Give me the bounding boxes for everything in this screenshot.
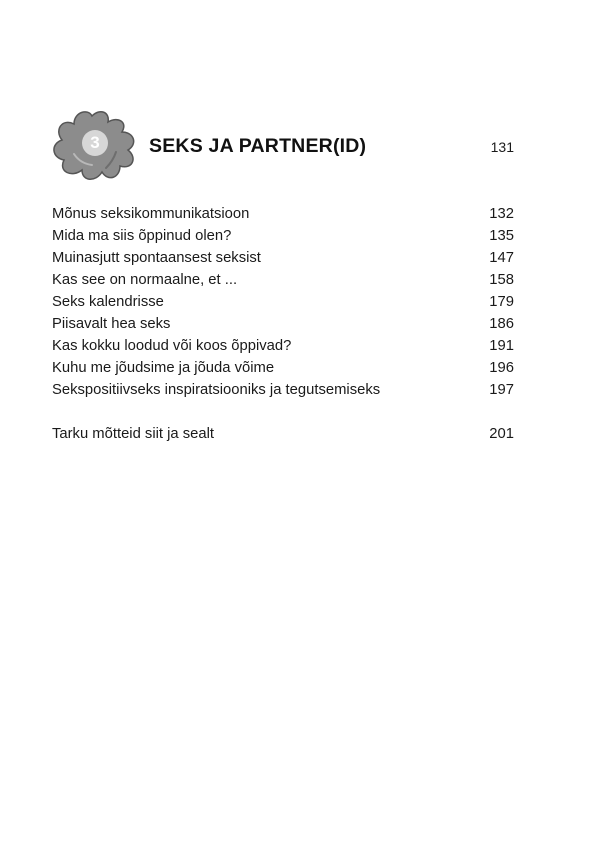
toc-spacer xyxy=(52,401,514,423)
toc-entry[interactable] xyxy=(52,203,514,225)
toc-entry[interactable] xyxy=(52,269,514,291)
toc-entry-title: Mõnus seksikommunikatsioon xyxy=(52,206,250,222)
toc-entry-page: 135 xyxy=(489,228,514,244)
toc-entry-page: 191 xyxy=(489,338,514,354)
toc-entry-title: Seks kalendrisse xyxy=(52,294,164,310)
toc-entry-page: 196 xyxy=(489,360,514,376)
toc-entry[interactable] xyxy=(52,291,514,313)
toc-entry[interactable] xyxy=(52,225,514,247)
toc-entry-page: 132 xyxy=(489,206,514,222)
toc-entry-page: 186 xyxy=(489,316,514,332)
chapter-title: SEKS JA PARTNER(ID) xyxy=(149,135,367,157)
toc-entry-page: 158 xyxy=(489,272,514,288)
toc-entry[interactable] xyxy=(52,379,514,401)
toc-entry-title: Tarku mõtteid siit ja sealt xyxy=(52,426,215,442)
chapter-page-number: 131 xyxy=(490,139,514,155)
toc-entry-page: 147 xyxy=(489,250,514,266)
toc-entry-title: Kas kokku loodud või koos õppivad? xyxy=(52,338,292,354)
toc-entry[interactable] xyxy=(52,357,514,379)
toc-entry-title: Kas see on normaalne, et ... xyxy=(52,272,238,288)
chapter-heading xyxy=(48,108,518,188)
toc-entry-title: Piisavalt hea seks xyxy=(52,316,171,332)
toc-entry-title: Mida ma siis õppinud olen? xyxy=(52,228,232,244)
toc-entry[interactable] xyxy=(52,313,514,335)
toc-entry-final[interactable] xyxy=(52,423,514,445)
toc-entry-page: 201 xyxy=(489,426,514,442)
toc-entry-title: Sekspositiivseks inspiratsiooniks ja tegutsemiseks xyxy=(52,382,381,398)
chapter-number: 3 xyxy=(82,130,108,156)
toc-entry[interactable] xyxy=(52,247,514,269)
toc-entry-page: 179 xyxy=(489,294,514,310)
toc-entry-title: Muinasjutt spontaansest seksist xyxy=(52,250,261,266)
toc-entry[interactable] xyxy=(52,335,514,357)
toc-entry-title: Kuhu me jõudsime ja jõuda võime xyxy=(52,360,275,376)
toc-entry-page: 197 xyxy=(489,382,514,398)
table-of-contents xyxy=(52,203,514,445)
